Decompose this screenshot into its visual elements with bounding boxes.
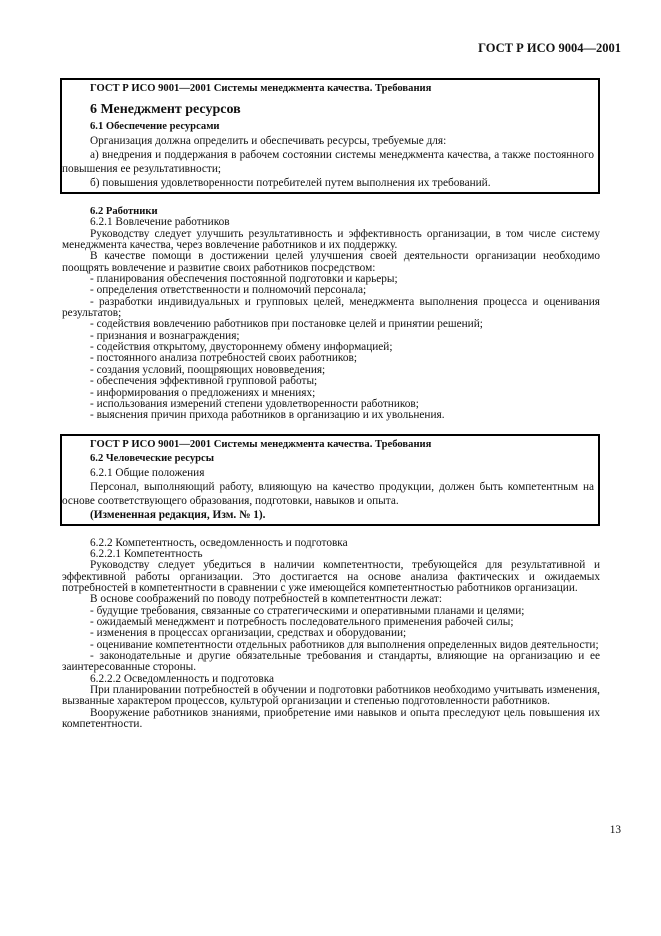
section-6-2 xyxy=(62,206,600,422)
paragraph: В основе соображений по поводу потребностей в компетентности лежат: xyxy=(90,593,443,606)
list-item: - законодательные и другие обязательные требования и стандарты, влияющие на организацию и ее заинтересованные стороны. xyxy=(62,649,600,674)
list-item: - содействия вовлечению работников при постановке целей и принятии решений; xyxy=(90,318,483,331)
subsection-title: 6.2.2 Компетентность, осведомленность и подготовка xyxy=(90,536,348,549)
list-item: - планирования обеспечения постоянной подготовки и карьеры; xyxy=(90,273,398,286)
paragraph: Организация должна определить и обеспечивать ресурсы, требуемые для: xyxy=(90,135,447,147)
quoted-standard-box-2 xyxy=(60,434,600,526)
paragraph: Персонал, выполняющий работу, влияющую на качество продукции, должен быть компетентным на основе соответствующего образования, подготовки, навыков и опыта. xyxy=(62,480,594,507)
list-item: - постоянного анализа потребностей своих работников; xyxy=(90,352,357,365)
list-item: - оценивание компетентности отдельных работников для выполнения определенных видов деятельности; xyxy=(90,638,599,651)
paragraph: а) внедрения и поддержания в рабочем состоянии системы менеджмента качества, а также постоянного повышения ее результативности; xyxy=(62,149,594,175)
paragraph: При планировании потребностей в обучении и подготовки работников необходимо учитывать изменения, вызванные характером процессов, культурой организации и степенью подготовленности работников. xyxy=(62,684,600,708)
page-number: 13 xyxy=(609,824,621,836)
list-item: - информирования о предложениях и мнениях; xyxy=(90,386,316,399)
list-item: - содействия открытому, двустороннему обмену информацией; xyxy=(90,341,393,354)
list-item: - выяснения причин прихода работников в организацию и их увольнения. xyxy=(90,409,445,422)
subsection-title: 6.2.1 Общие положения xyxy=(90,466,205,479)
box-reference: ГОСТ Р ИСО 9001—2001 Системы менеджмента качества. Требования xyxy=(90,438,432,450)
section-heading: 6 Менеджмент ресурсов xyxy=(90,102,241,117)
subsection-heading: 6.1 Обеспечение ресурсами xyxy=(90,121,220,132)
paragraph: В качестве помощи в достижении целей улучшения своей деятельности организации необходимо поощрять вовлечение и развитие своих работников посредством: xyxy=(62,250,600,274)
list-item: - разработки индивидуальных и групповых целей, менеджмента выполнения процесса и оценивания результатов; xyxy=(62,295,600,320)
subsection-heading: 6.2 Работники xyxy=(90,206,158,217)
list-item: - ожидаемый менеджмент и потребность последовательного применения рабочей силы; xyxy=(90,615,514,628)
page-content xyxy=(62,78,600,730)
quoted-standard-box-1 xyxy=(60,78,600,194)
list-item: - признания и вознаграждения; xyxy=(90,329,240,342)
list-item: - изменения в процессах организации, средствах и оборудовании; xyxy=(90,627,407,640)
list-item: - создания условий, поощряющих нововведения; xyxy=(90,363,326,376)
subsection-heading: 6.2 Человеческие ресурсы xyxy=(90,452,215,464)
section-6-2-2 xyxy=(62,538,600,731)
subsection-title: 6.2.2.2 Осведомленность и подготовка xyxy=(90,672,275,685)
list-item: - будущие требования, связанные со стратегическими и оперативными планами и целями; xyxy=(90,604,525,617)
paragraph: б) повышения удовлетворенности потребителей путем выполнения их требований. xyxy=(90,177,491,189)
box-reference: ГОСТ Р ИСО 9001—2001 Системы менеджмента качества. Требования xyxy=(90,83,432,94)
document-code-header: ГОСТ Р ИСО 9004—2001 xyxy=(478,41,621,55)
paragraph: Руководству следует улучшить результативность и эффективность организации, в том числе систему менеджмента качества, через вовлечение работников и их поддержку. xyxy=(62,227,600,252)
amendment-note: (Измененная редакция, Изм. № 1). xyxy=(90,508,266,521)
subsection-title: 6.2.1 Вовлечение работников xyxy=(90,216,230,229)
subsection-title: 6.2.2.1 Компетентность xyxy=(90,547,203,560)
paragraph: Вооружение работников знаниями, приобретение ими навыков и опыта преследуют цель повышения их компетентности. xyxy=(62,706,600,731)
list-item: - обеспечения эффективной групповой работы; xyxy=(90,375,318,388)
list-item: - определения ответственности и полномочий персонала; xyxy=(90,284,367,297)
paragraph: Руководству следует убедиться в наличии компетентности, требующейся для результативной и эффективной работы организации. Это достигается на основе анализа фактических и ожидаемых потребностей в компетентности в сравнении с уже имеющейся компетентностью работников организации. xyxy=(62,559,600,594)
list-item: - использования измерений степени удовлетворенности работников; xyxy=(90,397,419,410)
